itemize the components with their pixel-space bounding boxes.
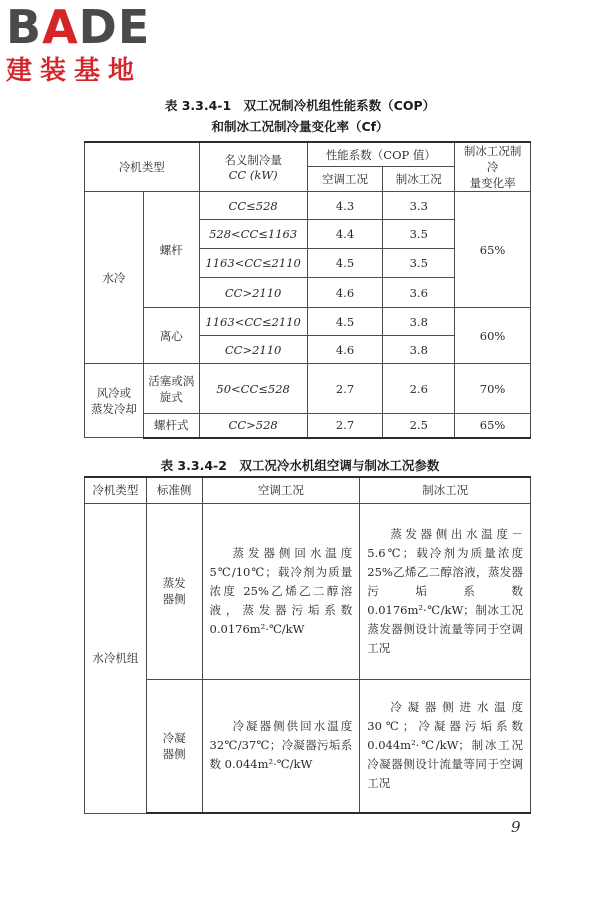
rate-screw: 65% (455, 192, 531, 308)
capacity-range: CC>2110 (199, 278, 307, 308)
header-ac-condition: 空调工况 (202, 477, 360, 503)
cop-ac-value: 2.7 (307, 364, 383, 414)
capacity-range: CC≤528 (199, 192, 307, 220)
capacity-range: 50<CC≤528 (199, 364, 307, 414)
table-row (85, 192, 531, 220)
cop-ice-value: 2.6 (383, 364, 455, 414)
group-air-line1: 风冷或 (96, 385, 132, 400)
subgroup-screw: 螺杆 (143, 192, 199, 308)
capacity-range: 1163<CC≤2110 (199, 249, 307, 278)
rate-piston: 70% (455, 364, 531, 414)
cop-ice-value: 3.3 (383, 192, 455, 220)
cop-ice-value: 3.8 (383, 308, 455, 336)
cop-ice-value: 3.5 (383, 220, 455, 249)
header-capacity-rate (455, 142, 531, 192)
unit-type-water-cooled: 水冷机组 (85, 503, 147, 813)
cop-ac-value: 4.5 (307, 249, 383, 278)
cop-ice-value: 3.8 (383, 336, 455, 364)
ac-evaporator-text: 蒸发器侧回水温度 5℃/10℃；载冷剂为质量浓度 25%乙烯乙二醇溶液，蒸发器污垢系数 0.0176m²·℃/kW (209, 545, 353, 636)
cop-ac-value: 2.7 (307, 414, 383, 438)
rate-centrifugal: 60% (455, 308, 531, 364)
header-capacity-line1: 名义制冷量 (224, 153, 282, 167)
subgroup-piston-scroll (143, 364, 199, 414)
table-row (85, 414, 531, 438)
subgroup-piston-line1: 活塞或涡 (148, 373, 195, 388)
header-capacity-line2: CC (kW) (228, 168, 278, 182)
bade-logo (6, 2, 176, 86)
ice-evaporator-params (360, 503, 531, 679)
table-row (85, 503, 531, 679)
side-evaporator-line1: 蒸发 (162, 576, 186, 590)
table1-caption-line1: 表 3.3.4-1 双工况制冷机组性能系数（COP） (164, 98, 436, 113)
ac-condenser-params (202, 679, 360, 813)
ice-condenser-text: 冷凝器侧进水温度 30℃；冷凝器污垢系数 0.044m²·℃/kW；制冰工况冷凝器侧设计流量等同于空调工况 (367, 700, 523, 791)
capacity-range: 528<CC≤1163 (199, 220, 307, 249)
capacity-range: CC>2110 (199, 336, 307, 364)
rate-screw-air: 65% (455, 414, 531, 438)
ice-condenser-params (360, 679, 531, 813)
capacity-range: CC>528 (199, 414, 307, 438)
side-condenser-line1: 冷凝 (162, 730, 186, 745)
cop-table (84, 141, 531, 439)
cop-ice-value: 3.6 (383, 278, 455, 308)
cop-ac-value: 4.6 (307, 278, 383, 308)
header-ice-condition: 制冰工况 (383, 167, 455, 192)
side-evaporator-line2: 器侧 (162, 592, 186, 606)
table2-caption: 表 3.3.4-2 双工况冷水机组空调与制冰工况参数 (160, 458, 440, 473)
header-cop: 性能系数（COP 值） (307, 142, 455, 167)
ac-condenser-text: 冷凝器侧供回水温度 32℃/37℃；冷凝器污垢系数 0.044m²·℃/kW (209, 719, 353, 772)
side-condenser-line2: 器侧 (162, 746, 186, 761)
logo-subtitle: 建装基地 (6, 56, 143, 86)
group-air-line2: 蒸发冷却 (90, 401, 137, 416)
operating-parameters-table (84, 476, 531, 814)
logo-wordmark: BADE (6, 0, 151, 54)
table1-caption-line2: 和制冰工况制冷量变化率（Cf） (211, 119, 389, 134)
table-row (85, 679, 531, 813)
table-row (85, 364, 531, 414)
subgroup-centrifugal: 离心 (143, 308, 199, 364)
header-chiller-type: 冷机类型 (85, 477, 147, 503)
header-ice-condition: 制冰工况 (360, 477, 531, 503)
cop-ac-value: 4.5 (307, 308, 383, 336)
group-water-cooled: 水冷 (85, 192, 144, 364)
header-ac-condition: 空调工况 (307, 167, 383, 192)
header-standard-side: 标准侧 (146, 477, 202, 503)
page-number: 9 (511, 818, 521, 836)
header-rate-line2: 量变化率 (469, 176, 516, 190)
cop-ac-value: 4.3 (307, 192, 383, 220)
header-chiller-type: 冷机类型 (85, 142, 200, 192)
side-evaporator (146, 503, 202, 679)
cop-ac-value: 4.4 (307, 220, 383, 249)
ac-evaporator-params (202, 503, 360, 679)
cop-ice-value: 2.5 (383, 414, 455, 438)
capacity-range: 1163<CC≤2110 (199, 308, 307, 336)
ice-evaporator-text: 蒸发器侧出水温度－5.6℃；载冷剂为质量浓度 25%乙烯乙二醇溶液，蒸发器污垢系数 0.0176m²·℃/kW；制冰工况蒸发器侧设计流量等同于空调工况 (367, 526, 523, 655)
header-nominal-capacity (199, 142, 307, 192)
group-air-evaporative (85, 364, 144, 438)
side-condenser (146, 679, 202, 813)
header-rate-line1: 制冰工况制冷 (463, 144, 522, 174)
cop-ac-value: 4.6 (307, 336, 383, 364)
subgroup-screw-air: 螺杆式 (143, 414, 199, 438)
table-row (85, 308, 531, 336)
subgroup-piston-line2: 旋式 (159, 389, 183, 404)
cop-ice-value: 3.5 (383, 249, 455, 278)
